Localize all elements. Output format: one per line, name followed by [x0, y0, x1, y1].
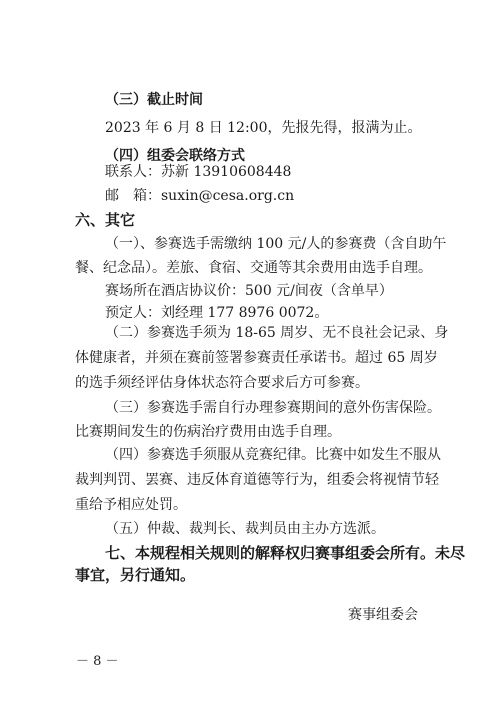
section-other-heading: 六、其它	[75, 211, 136, 229]
item3-line1: （三）参赛选手需自行办理参赛期间的意外伤害保险。	[105, 400, 441, 416]
item1-line2: 餐、纪念品）。差旅、食宿、交通等其余费用由选手自理。	[75, 260, 432, 276]
hotel-price: 赛场所在酒店协议价：500 元/间夜（含单早）	[105, 283, 393, 299]
item5-line1: （五）仲裁、裁判长、裁判员由主办方选派。	[105, 521, 385, 537]
contact-email: 邮 箱：suxin@cesa.org.cn	[105, 188, 295, 204]
item3-line2: 比赛期间发生的伤病治疗费用由选手自理。	[75, 424, 341, 440]
item4-line1: （四）参赛选手须服从竞赛纪律。比赛中如发生不服从	[105, 447, 441, 463]
item2-line3: 的选手须经评估身体状态符合要求后方可参赛。	[75, 375, 369, 391]
page-number: － 8 －	[76, 654, 119, 669]
booking-contact: 预定人：刘经理 177 8976 0072。	[105, 305, 329, 321]
contact-heading: （四）组委会联络方式	[105, 148, 245, 164]
item4-line3: 重给予相应处罚。	[75, 497, 187, 513]
deadline-heading: （三）截止时间	[105, 92, 203, 108]
item4-line2: 裁判判罚、罢赛、违反体育道德等行为，组委会将视情节轻	[75, 472, 439, 488]
signature: 赛事组委会	[348, 607, 418, 623]
section-seven-line1: 七、本规程相关规则的解释权归赛事组委会所有。未尽	[105, 544, 466, 562]
deadline-text: 2023 年 6 月 8 日 12:00，先报先得，报满为止。	[105, 120, 422, 136]
item2-line1: （二）参赛选手须为 18-65 周岁、无不良社会记录、身	[105, 325, 449, 341]
section-seven-line2: 事宜，另行通知。	[75, 566, 196, 584]
item2-line2: 体健康者，并须在赛前签署参赛责任承诺书。超过 65 周岁	[75, 350, 438, 366]
item1-line1: （一）、参赛选手需缴纳 100 元/人的参赛费（含自助午	[105, 236, 447, 252]
contact-person: 联系人：苏新 13910608448	[105, 164, 292, 180]
